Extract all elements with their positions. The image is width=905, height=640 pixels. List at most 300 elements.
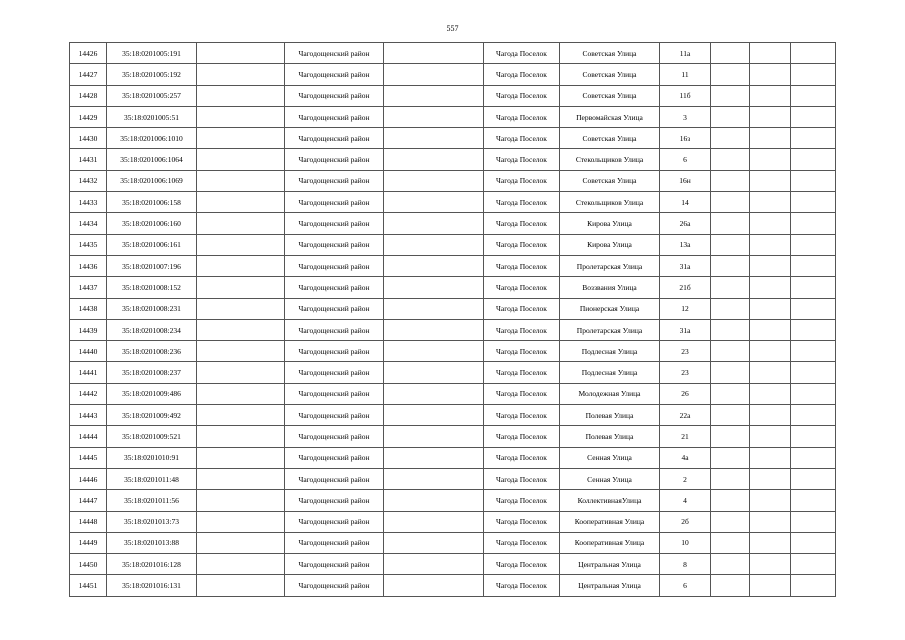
house-number-cell: 12 xyxy=(660,298,711,319)
empty-cell xyxy=(197,85,285,106)
empty-cell xyxy=(791,532,836,553)
table-row xyxy=(70,213,836,234)
empty-cell xyxy=(791,255,836,276)
house-number-cell: 11б xyxy=(660,85,711,106)
empty-cell xyxy=(197,532,285,553)
empty-cell xyxy=(791,490,836,511)
house-number-cell: 11 xyxy=(660,64,711,85)
empty-cell xyxy=(197,192,285,213)
cadastral-number-cell: 35:18:0201013:88 xyxy=(107,532,197,553)
table-row xyxy=(70,64,836,85)
cadastral-number-cell: 35:18:0201005:51 xyxy=(107,106,197,127)
house-number-cell: 26 xyxy=(660,383,711,404)
row-number-cell: 14442 xyxy=(70,383,107,404)
row-number-cell: 14448 xyxy=(70,511,107,532)
table-row xyxy=(70,298,836,319)
row-number-cell: 14435 xyxy=(70,234,107,255)
empty-cell xyxy=(384,554,484,575)
empty-cell xyxy=(197,490,285,511)
house-number-cell: 16з xyxy=(660,128,711,149)
empty-cell xyxy=(384,128,484,149)
street-cell: Молодежная Улица xyxy=(560,383,660,404)
table-row xyxy=(70,192,836,213)
table-row xyxy=(70,170,836,191)
empty-cell xyxy=(791,128,836,149)
empty-cell xyxy=(197,362,285,383)
empty-cell xyxy=(197,383,285,404)
row-number-cell: 14445 xyxy=(70,447,107,468)
house-number-cell: 26а xyxy=(660,213,711,234)
registry-body xyxy=(70,43,836,597)
cadastral-number-cell: 35:18:0201008:234 xyxy=(107,319,197,340)
empty-cell xyxy=(197,213,285,234)
locality-cell: Чагода Поселок xyxy=(484,149,560,170)
row-number-cell: 14439 xyxy=(70,319,107,340)
empty-cell xyxy=(791,554,836,575)
empty-cell xyxy=(384,43,484,64)
empty-cell xyxy=(384,64,484,85)
street-cell: Кирова Улица xyxy=(560,213,660,234)
empty-cell xyxy=(711,362,750,383)
locality-cell: Чагода Поселок xyxy=(484,554,560,575)
empty-cell xyxy=(384,468,484,489)
street-cell: Кооперативная Улица xyxy=(560,532,660,553)
empty-cell xyxy=(791,298,836,319)
row-number-cell: 14449 xyxy=(70,532,107,553)
street-cell: Советская Улица xyxy=(560,43,660,64)
street-cell: Пролетарская Улица xyxy=(560,319,660,340)
empty-cell xyxy=(791,106,836,127)
empty-cell xyxy=(197,64,285,85)
house-number-cell: 21б xyxy=(660,277,711,298)
empty-cell xyxy=(197,554,285,575)
empty-cell xyxy=(711,149,750,170)
cadastral-number-cell: 35:18:0201008:236 xyxy=(107,341,197,362)
empty-cell xyxy=(750,255,791,276)
house-number-cell: 13а xyxy=(660,234,711,255)
cadastral-number-cell: 35:18:0201013:73 xyxy=(107,511,197,532)
empty-cell xyxy=(384,277,484,298)
empty-cell xyxy=(750,43,791,64)
table-row xyxy=(70,362,836,383)
empty-cell xyxy=(384,490,484,511)
empty-cell xyxy=(711,277,750,298)
locality-cell: Чагода Поселок xyxy=(484,85,560,106)
empty-cell xyxy=(750,468,791,489)
page-number: 557 xyxy=(446,24,459,33)
house-number-cell: 2б xyxy=(660,511,711,532)
street-cell: Кооперативная Улица xyxy=(560,511,660,532)
cadastral-number-cell: 35:18:0201006:1069 xyxy=(107,170,197,191)
district-cell: Чагодощенский район xyxy=(285,64,384,85)
empty-cell xyxy=(384,426,484,447)
cadastral-number-cell: 35:18:0201010:91 xyxy=(107,447,197,468)
district-cell: Чагодощенский район xyxy=(285,468,384,489)
locality-cell: Чагода Поселок xyxy=(484,426,560,447)
empty-cell xyxy=(750,192,791,213)
district-cell: Чагодощенский район xyxy=(285,341,384,362)
row-number-cell: 14427 xyxy=(70,64,107,85)
district-cell: Чагодощенский район xyxy=(285,255,384,276)
empty-cell xyxy=(197,447,285,468)
table-row xyxy=(70,468,836,489)
empty-cell xyxy=(384,319,484,340)
locality-cell: Чагода Поселок xyxy=(484,468,560,489)
locality-cell: Чагода Поселок xyxy=(484,511,560,532)
row-number-cell: 14434 xyxy=(70,213,107,234)
locality-cell: Чагода Поселок xyxy=(484,447,560,468)
district-cell: Чагодощенский район xyxy=(285,106,384,127)
empty-cell xyxy=(791,213,836,234)
locality-cell: Чагода Поселок xyxy=(484,362,560,383)
empty-cell xyxy=(791,149,836,170)
locality-cell: Чагода Поселок xyxy=(484,106,560,127)
cadastral-number-cell: 35:18:0201006:1064 xyxy=(107,149,197,170)
house-number-cell: 23 xyxy=(660,341,711,362)
row-number-cell: 14446 xyxy=(70,468,107,489)
row-number-cell: 14438 xyxy=(70,298,107,319)
row-number-cell: 14450 xyxy=(70,554,107,575)
empty-cell xyxy=(197,319,285,340)
empty-cell xyxy=(384,532,484,553)
district-cell: Чагодощенский район xyxy=(285,405,384,426)
empty-cell xyxy=(384,192,484,213)
cadastral-number-cell: 35:18:0201009:492 xyxy=(107,405,197,426)
empty-cell xyxy=(750,426,791,447)
empty-cell xyxy=(384,447,484,468)
row-number-cell: 14432 xyxy=(70,170,107,191)
table-row xyxy=(70,319,836,340)
street-cell: Первомайская Улица xyxy=(560,106,660,127)
empty-cell xyxy=(711,490,750,511)
table-row xyxy=(70,255,836,276)
street-cell: Советская Улица xyxy=(560,170,660,191)
cadastral-number-cell: 35:18:0201006:158 xyxy=(107,192,197,213)
empty-cell xyxy=(791,234,836,255)
table-row xyxy=(70,85,836,106)
empty-cell xyxy=(384,234,484,255)
street-cell: Стекольщиков Улица xyxy=(560,192,660,213)
empty-cell xyxy=(791,64,836,85)
empty-cell xyxy=(197,170,285,191)
empty-cell xyxy=(750,383,791,404)
district-cell: Чагодощенский район xyxy=(285,362,384,383)
empty-cell xyxy=(384,575,484,596)
house-number-cell: 22а xyxy=(660,405,711,426)
district-cell: Чагодощенский район xyxy=(285,511,384,532)
empty-cell xyxy=(197,255,285,276)
house-number-cell: 31а xyxy=(660,255,711,276)
empty-cell xyxy=(711,405,750,426)
cadastral-number-cell: 35:18:0201008:231 xyxy=(107,298,197,319)
empty-cell xyxy=(711,383,750,404)
empty-cell xyxy=(711,213,750,234)
table-row xyxy=(70,43,836,64)
empty-cell xyxy=(750,85,791,106)
row-number-cell: 14431 xyxy=(70,149,107,170)
empty-cell xyxy=(711,468,750,489)
empty-cell xyxy=(791,383,836,404)
cadastral-number-cell: 35:18:0201005:191 xyxy=(107,43,197,64)
empty-cell xyxy=(711,170,750,191)
locality-cell: Чагода Поселок xyxy=(484,575,560,596)
empty-cell xyxy=(750,64,791,85)
row-number-cell: 14436 xyxy=(70,255,107,276)
empty-cell xyxy=(197,426,285,447)
locality-cell: Чагода Поселок xyxy=(484,64,560,85)
cadastral-number-cell: 35:18:0201006:1010 xyxy=(107,128,197,149)
empty-cell xyxy=(197,149,285,170)
empty-cell xyxy=(384,362,484,383)
house-number-cell: 23 xyxy=(660,362,711,383)
empty-cell xyxy=(197,405,285,426)
table-row xyxy=(70,554,836,575)
empty-cell xyxy=(711,426,750,447)
locality-cell: Чагода Поселок xyxy=(484,234,560,255)
empty-cell xyxy=(750,532,791,553)
street-cell: Центральная Улица xyxy=(560,554,660,575)
table-row xyxy=(70,383,836,404)
district-cell: Чагодощенский район xyxy=(285,554,384,575)
empty-cell xyxy=(791,447,836,468)
empty-cell xyxy=(711,341,750,362)
house-number-cell: 16н xyxy=(660,170,711,191)
empty-cell xyxy=(791,511,836,532)
empty-cell xyxy=(791,277,836,298)
locality-cell: Чагода Поселок xyxy=(484,192,560,213)
registry-table xyxy=(69,42,836,597)
row-number-cell: 14451 xyxy=(70,575,107,596)
empty-cell xyxy=(711,106,750,127)
table-row xyxy=(70,149,836,170)
cadastral-number-cell: 35:18:0201006:160 xyxy=(107,213,197,234)
table-row xyxy=(70,106,836,127)
cadastral-number-cell: 35:18:0201008:237 xyxy=(107,362,197,383)
district-cell: Чагодощенский район xyxy=(285,319,384,340)
row-number-cell: 14426 xyxy=(70,43,107,64)
street-cell: Сенная Улица xyxy=(560,447,660,468)
street-cell: Полевая Улица xyxy=(560,426,660,447)
table-row xyxy=(70,234,836,255)
row-number-cell: 14444 xyxy=(70,426,107,447)
table-row xyxy=(70,405,836,426)
row-number-cell: 14443 xyxy=(70,405,107,426)
district-cell: Чагодощенский район xyxy=(285,490,384,511)
empty-cell xyxy=(711,255,750,276)
empty-cell xyxy=(197,511,285,532)
empty-cell xyxy=(711,554,750,575)
empty-cell xyxy=(750,341,791,362)
empty-cell xyxy=(750,319,791,340)
cadastral-number-cell: 35:18:0201008:152 xyxy=(107,277,197,298)
empty-cell xyxy=(750,554,791,575)
empty-cell xyxy=(750,447,791,468)
row-number-cell: 14437 xyxy=(70,277,107,298)
locality-cell: Чагода Поселок xyxy=(484,128,560,149)
house-number-cell: 14 xyxy=(660,192,711,213)
locality-cell: Чагода Поселок xyxy=(484,319,560,340)
house-number-cell: 21 xyxy=(660,426,711,447)
empty-cell xyxy=(384,383,484,404)
street-cell: Советская Улица xyxy=(560,85,660,106)
house-number-cell: 6 xyxy=(660,149,711,170)
locality-cell: Чагода Поселок xyxy=(484,405,560,426)
cadastral-number-cell: 35:18:0201009:486 xyxy=(107,383,197,404)
empty-cell xyxy=(384,149,484,170)
locality-cell: Чагода Поселок xyxy=(484,255,560,276)
empty-cell xyxy=(384,85,484,106)
district-cell: Чагодощенский район xyxy=(285,426,384,447)
table-row xyxy=(70,277,836,298)
house-number-cell: 6 xyxy=(660,575,711,596)
row-number-cell: 14441 xyxy=(70,362,107,383)
empty-cell xyxy=(750,234,791,255)
empty-cell xyxy=(711,319,750,340)
empty-cell xyxy=(197,277,285,298)
house-number-cell: 10 xyxy=(660,532,711,553)
empty-cell xyxy=(711,64,750,85)
empty-cell xyxy=(197,43,285,64)
cadastral-number-cell: 35:18:0201007:196 xyxy=(107,255,197,276)
empty-cell xyxy=(791,362,836,383)
cadastral-number-cell: 35:18:0201005:257 xyxy=(107,85,197,106)
empty-cell xyxy=(791,426,836,447)
table-row xyxy=(70,511,836,532)
street-cell: Кирова Улица xyxy=(560,234,660,255)
empty-cell xyxy=(711,447,750,468)
empty-cell xyxy=(384,106,484,127)
locality-cell: Чагода Поселок xyxy=(484,298,560,319)
row-number-cell: 14430 xyxy=(70,128,107,149)
table-row xyxy=(70,575,836,596)
empty-cell xyxy=(197,234,285,255)
empty-cell xyxy=(750,149,791,170)
locality-cell: Чагода Поселок xyxy=(484,490,560,511)
empty-cell xyxy=(791,405,836,426)
empty-cell xyxy=(750,298,791,319)
house-number-cell: 2 xyxy=(660,468,711,489)
table-row xyxy=(70,128,836,149)
table-row xyxy=(70,447,836,468)
empty-cell xyxy=(791,319,836,340)
row-number-cell: 14440 xyxy=(70,341,107,362)
cadastral-number-cell: 35:18:0201011:56 xyxy=(107,490,197,511)
empty-cell xyxy=(711,234,750,255)
street-cell: Советская Улица xyxy=(560,128,660,149)
empty-cell xyxy=(711,532,750,553)
row-number-cell: 14429 xyxy=(70,106,107,127)
district-cell: Чагодощенский район xyxy=(285,149,384,170)
house-number-cell: 4а xyxy=(660,447,711,468)
empty-cell xyxy=(750,170,791,191)
empty-cell xyxy=(384,298,484,319)
empty-cell xyxy=(197,298,285,319)
cadastral-number-cell: 35:18:0201016:128 xyxy=(107,554,197,575)
empty-cell xyxy=(711,192,750,213)
street-cell: Сенная Улица xyxy=(560,468,660,489)
table-row xyxy=(70,426,836,447)
empty-cell xyxy=(197,468,285,489)
empty-cell xyxy=(384,255,484,276)
street-cell: Пролетарская Улица xyxy=(560,255,660,276)
empty-cell xyxy=(711,298,750,319)
empty-cell xyxy=(750,490,791,511)
empty-cell xyxy=(791,85,836,106)
locality-cell: Чагода Поселок xyxy=(484,277,560,298)
district-cell: Чагодощенский район xyxy=(285,532,384,553)
empty-cell xyxy=(197,575,285,596)
district-cell: Чагодощенский район xyxy=(285,128,384,149)
empty-cell xyxy=(711,43,750,64)
district-cell: Чагодощенский район xyxy=(285,43,384,64)
district-cell: Чагодощенский район xyxy=(285,447,384,468)
district-cell: Чагодощенский район xyxy=(285,298,384,319)
street-cell: Воззвания Улица xyxy=(560,277,660,298)
empty-cell xyxy=(791,170,836,191)
empty-cell xyxy=(750,362,791,383)
empty-cell xyxy=(711,511,750,532)
district-cell: Чагодощенский район xyxy=(285,575,384,596)
row-number-cell: 14433 xyxy=(70,192,107,213)
empty-cell xyxy=(750,128,791,149)
locality-cell: Чагода Поселок xyxy=(484,213,560,234)
empty-cell xyxy=(384,341,484,362)
empty-cell xyxy=(384,405,484,426)
empty-cell xyxy=(750,511,791,532)
locality-cell: Чагода Поселок xyxy=(484,341,560,362)
street-cell: Стекольщиков Улица xyxy=(560,149,660,170)
empty-cell xyxy=(197,128,285,149)
empty-cell xyxy=(750,106,791,127)
district-cell: Чагодощенский район xyxy=(285,213,384,234)
table-row xyxy=(70,490,836,511)
district-cell: Чагодощенский район xyxy=(285,277,384,298)
empty-cell xyxy=(197,106,285,127)
cadastral-number-cell: 35:18:0201009:521 xyxy=(107,426,197,447)
district-cell: Чагодощенский район xyxy=(285,85,384,106)
empty-cell xyxy=(750,277,791,298)
cadastral-number-cell: 35:18:0201011:48 xyxy=(107,468,197,489)
empty-cell xyxy=(791,341,836,362)
street-cell: Подлесная Улица xyxy=(560,362,660,383)
row-number-cell: 14428 xyxy=(70,85,107,106)
street-cell: Пионерская Улица xyxy=(560,298,660,319)
empty-cell xyxy=(750,405,791,426)
locality-cell: Чагода Поселок xyxy=(484,532,560,553)
cadastral-number-cell: 35:18:0201006:161 xyxy=(107,234,197,255)
empty-cell xyxy=(711,575,750,596)
empty-cell xyxy=(384,170,484,191)
empty-cell xyxy=(711,85,750,106)
empty-cell xyxy=(711,128,750,149)
house-number-cell: 3 xyxy=(660,106,711,127)
empty-cell xyxy=(791,468,836,489)
house-number-cell: 4 xyxy=(660,490,711,511)
district-cell: Чагодощенский район xyxy=(285,192,384,213)
street-cell: Советская Улица xyxy=(560,64,660,85)
street-cell: Полевая Улица xyxy=(560,405,660,426)
empty-cell xyxy=(791,575,836,596)
table-row xyxy=(70,532,836,553)
street-cell: КоллективнаяУлица xyxy=(560,490,660,511)
locality-cell: Чагода Поселок xyxy=(484,43,560,64)
house-number-cell: 31а xyxy=(660,319,711,340)
cadastral-number-cell: 35:18:0201005:192 xyxy=(107,64,197,85)
empty-cell xyxy=(750,575,791,596)
district-cell: Чагодощенский район xyxy=(285,170,384,191)
empty-cell xyxy=(791,192,836,213)
district-cell: Чагодощенский район xyxy=(285,383,384,404)
